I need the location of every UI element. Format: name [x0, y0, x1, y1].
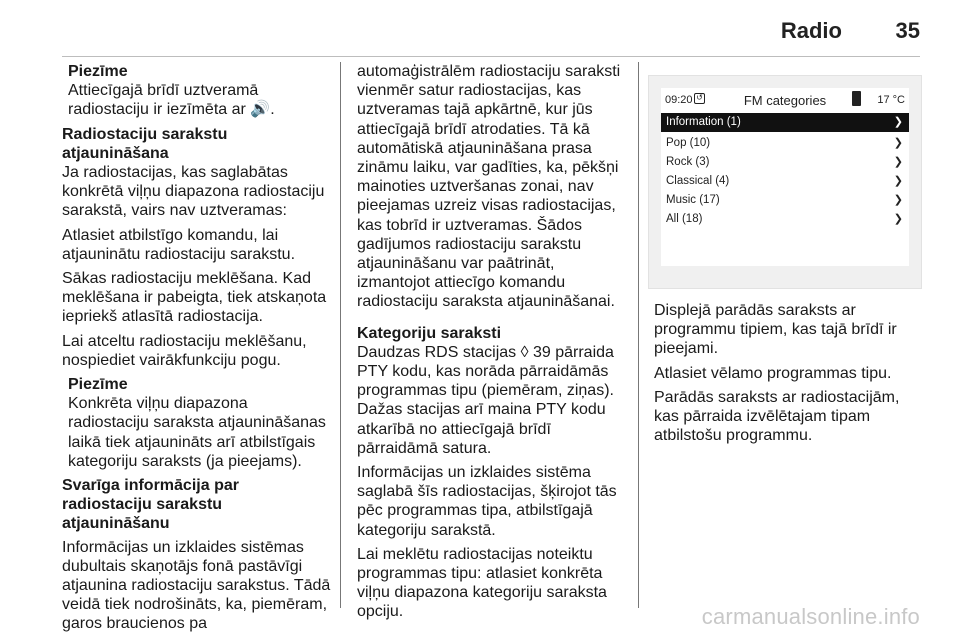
- list-item[interactable]: [661, 134, 909, 153]
- list-item-label: Information (1): [666, 116, 741, 128]
- chevron-right-icon: ❯: [893, 194, 903, 206]
- list-item[interactable]: [661, 113, 909, 132]
- note-text: Konkrēta viļņu diapazona radiostaciju saraksta atjaunināšanas laikā tiek atjaunināts arī atbilstīgais kategoriju saraksts (ja pieejams).: [68, 395, 326, 470]
- column-right: [654, 301, 924, 450]
- list-item[interactable]: [661, 153, 909, 172]
- phone-icon: [852, 91, 861, 106]
- list-item-label: Pop (10): [666, 137, 711, 149]
- page-title: Radio: [780, 18, 842, 43]
- paragraph: Ja radiostacijas, kas saglabātas konkrētā viļņu diapazona radiostaciju sarakstā, vairs nav uztveramas:: [62, 164, 325, 220]
- chevron-right-icon: ❯: [893, 156, 903, 168]
- list-item[interactable]: [661, 210, 909, 229]
- page-header: [0, 0, 960, 58]
- list-item-label: Music (17): [666, 194, 720, 206]
- paragraph: Atlasiet vēlamo programmas tipu.: [654, 364, 892, 382]
- paragraph: Informācijas un izklaides sistēma saglabā šīs radiostacijas, šķirojot tās pēc programmas tipa, atbilstīgajā kategoriju sarakstā.: [357, 464, 617, 539]
- note-title: Piezīme: [68, 63, 128, 80]
- paragraph: Parādās saraksts ar radiostacijām, kas pārraida izvēlētajam tipam atbilstošu programmu.: [654, 388, 900, 445]
- column-left: [62, 62, 332, 639]
- watermark: carmanualsonline.info: [701, 604, 920, 629]
- section-heading: Radiostaciju sarakstu atjaunināšana: [62, 125, 228, 162]
- paragraph: Atlasiet atbilstīgo komandu, lai atjauninātu radiostaciju sarakstu.: [62, 226, 296, 263]
- chevron-right-icon: ❯: [893, 137, 903, 149]
- display-screen: [661, 88, 909, 266]
- section-heading: Svarīga informācija par radiostaciju sarakstu atjaunināšanu: [62, 477, 239, 533]
- page-number: 35: [895, 18, 920, 43]
- status-bar: [661, 88, 909, 112]
- chevron-right-icon: ❯: [893, 175, 903, 187]
- paragraph: automaģistrālēm radiostaciju saraksti vienmēr satur radiostacijas, kas uztveramas tajā apkārtnē, kur jūs attiecīgajā brīdī atrodaties. Tā kā automātiskā atjaunināšana prasa zināmu laiku, var gadīties, ka, pēkšņi mainoties uztveršanas zonai, nav pieejamas uzreiz visas radiostacijas, kas tobrīd ir uztveramas. Šādos gadījumos radiostaciju sarakstu atjaunināšanu var paātrināt, izmantojot attiecīgo komandu radiostaciju saraksta atjaunināšanai.: [357, 63, 621, 311]
- paragraph: Sākas radiostaciju meklēšana. Kad meklēšana ir pabeigta, tiek atskaņota iepriekš atlasītā radiostacija.: [62, 270, 327, 326]
- column-divider-1: [340, 62, 341, 608]
- category-list: [661, 113, 909, 229]
- note-box: [62, 375, 332, 471]
- list-item-label: Rock (3): [666, 156, 710, 168]
- chevron-right-icon: ❯: [893, 213, 903, 225]
- paragraph: Informācijas un izklaides sistēmas dubultais skaņotājs fonā pastāvīgi atjaunina radiostaciju sarakstus. Tādā veidā tiek nodrošināts, ka, piemēram, garos braucienos pa: [62, 538, 331, 633]
- section-heading: Kategoriju saraksti: [357, 324, 502, 342]
- screen-title: FM categories: [743, 93, 827, 108]
- clock: 09:20: [665, 94, 693, 106]
- header-divider: [62, 56, 920, 57]
- note-title: Piezīme: [68, 376, 128, 394]
- note-text: Attiecīgajā brīdī uztveramā radiostaciju ir iezīmēta ar 🔊.: [68, 82, 275, 119]
- column-middle: [357, 62, 627, 627]
- temperature: 17 °C: [877, 94, 905, 106]
- list-item[interactable]: [661, 191, 909, 210]
- list-item[interactable]: [661, 172, 909, 191]
- list-item-label: Classical (4): [666, 175, 730, 187]
- paragraph: Daudzas RDS stacijas ◊ 39 pārraida PTY kodu, kas norāda pārraidāmās programmas tipu (piemēram, ziņas). Dažas stacijas arī maina PTY kodu atkarībā no attiecīgajā brīdī pārraidāmā satura.: [357, 343, 614, 457]
- radio-icon: ↺: [694, 93, 705, 104]
- paragraph: Displejā parādās saraksts ar programmu tipiem, kas tajā brīdī ir pieejami.: [654, 302, 897, 358]
- column-divider-2: [638, 62, 639, 608]
- chevron-right-icon: ❯: [893, 116, 903, 128]
- screen-figure: [648, 75, 922, 289]
- paragraph: Lai meklētu radiostacijas noteiktu programmas tipu: atlasiet konkrēta viļņu diapazona kategoriju saraksta opciju.: [357, 545, 607, 621]
- note-box: [62, 62, 332, 120]
- paragraph: Lai atceltu radiostaciju meklēšanu, nospiediet vairākfunkciju pogu.: [62, 332, 307, 369]
- list-item-label: All (18): [666, 213, 703, 225]
